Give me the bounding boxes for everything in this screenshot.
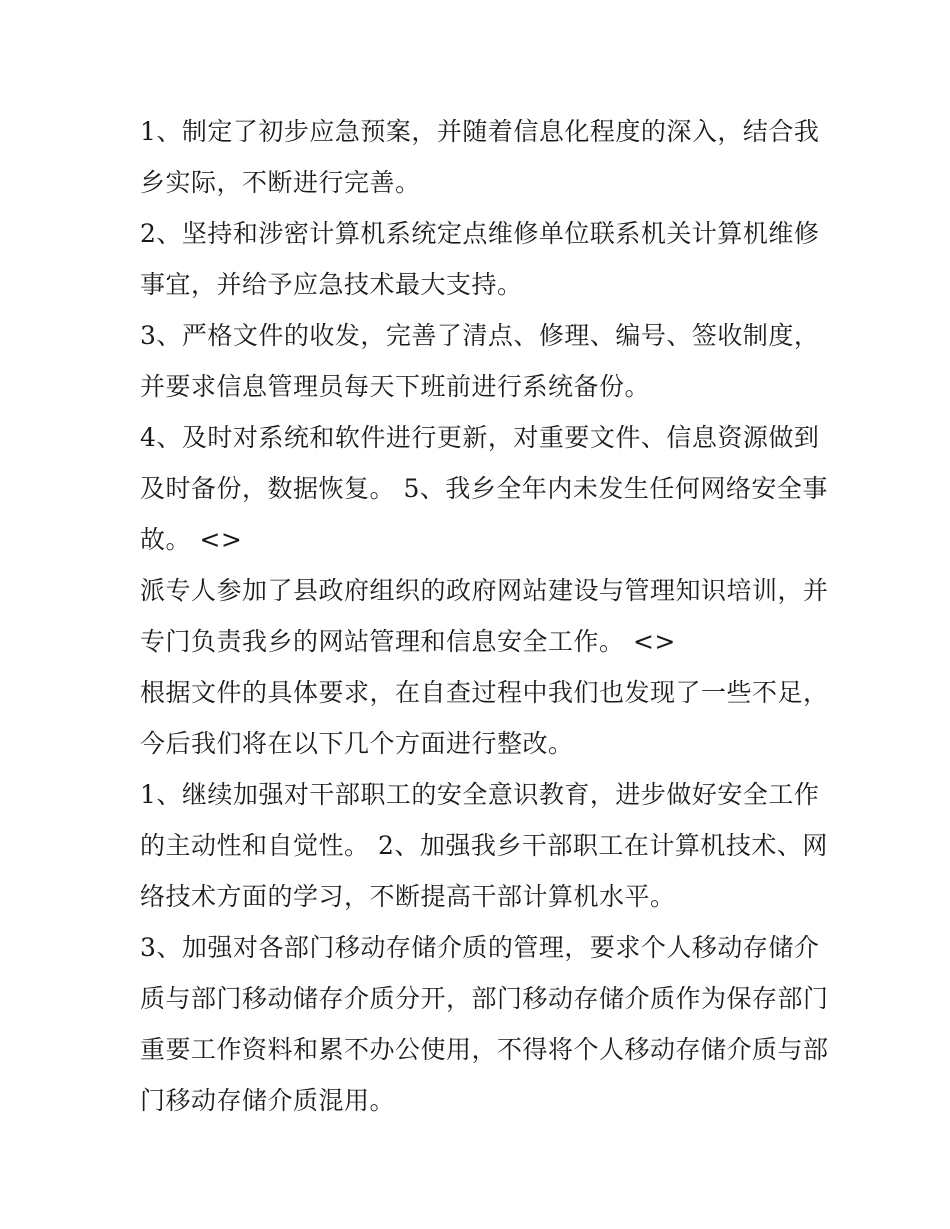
- text-line: 的主动性和自觉性。 2、加强我乡干部职工在计算机技术、网: [140, 831, 828, 860]
- text-line: 2、坚持和涉密计算机系统定点维修单位联系机关计算机维修: [140, 219, 820, 248]
- text-line: 3、严格文件的收发，完善了清点、修理、编号、签收制度，: [140, 321, 820, 350]
- text-line: 专门负责我乡的网站管理和信息安全工作。 <>: [140, 627, 676, 656]
- text-line: 派专人参加了县政府组织的政府网站建设与管理知识培训，并: [140, 576, 829, 605]
- text-line: 乡实际，不断进行完善。: [140, 168, 421, 197]
- text-line: 并要求信息管理员每天下班前进行系统备份。: [140, 372, 651, 401]
- text-line: 今后我们将在以下几个方面进行整改。: [140, 729, 574, 758]
- text-line: 及时备份，数据恢复。 5、我乡全年内未发生任何网络安全事: [140, 474, 828, 503]
- text-line: 1、制定了初步应急预案，并随着信息化程度的深入，结合我: [140, 117, 820, 146]
- text-line: 质与部门移动储存介质分开，部门移动存储介质作为保存部门: [140, 984, 829, 1013]
- text-line: 门移动存储介质混用。: [140, 1086, 396, 1115]
- text-line: 4、及时对系统和软件进行更新，对重要文件、信息资源做到: [140, 423, 820, 452]
- document-body: [140, 106, 829, 1126]
- text-line: 故。 <>: [140, 525, 243, 554]
- text-line: 络技术方面的学习，不断提高干部计算机水平。: [140, 882, 676, 911]
- text-line: 3、加强对各部门移动存储介质的管理，要求个人移动存储介: [140, 933, 820, 962]
- text-line: 事宜，并给予应急技术最大支持。: [140, 270, 523, 299]
- text-line: 1、继续加强对干部职工的安全意识教育，进步做好安全工作: [140, 780, 820, 809]
- text-line: 根据文件的具体要求，在自查过程中我们也发现了一些不足，: [140, 678, 829, 707]
- text-line: 重要工作资料和累不办公使用，不得将个人移动存储介质与部: [140, 1035, 829, 1064]
